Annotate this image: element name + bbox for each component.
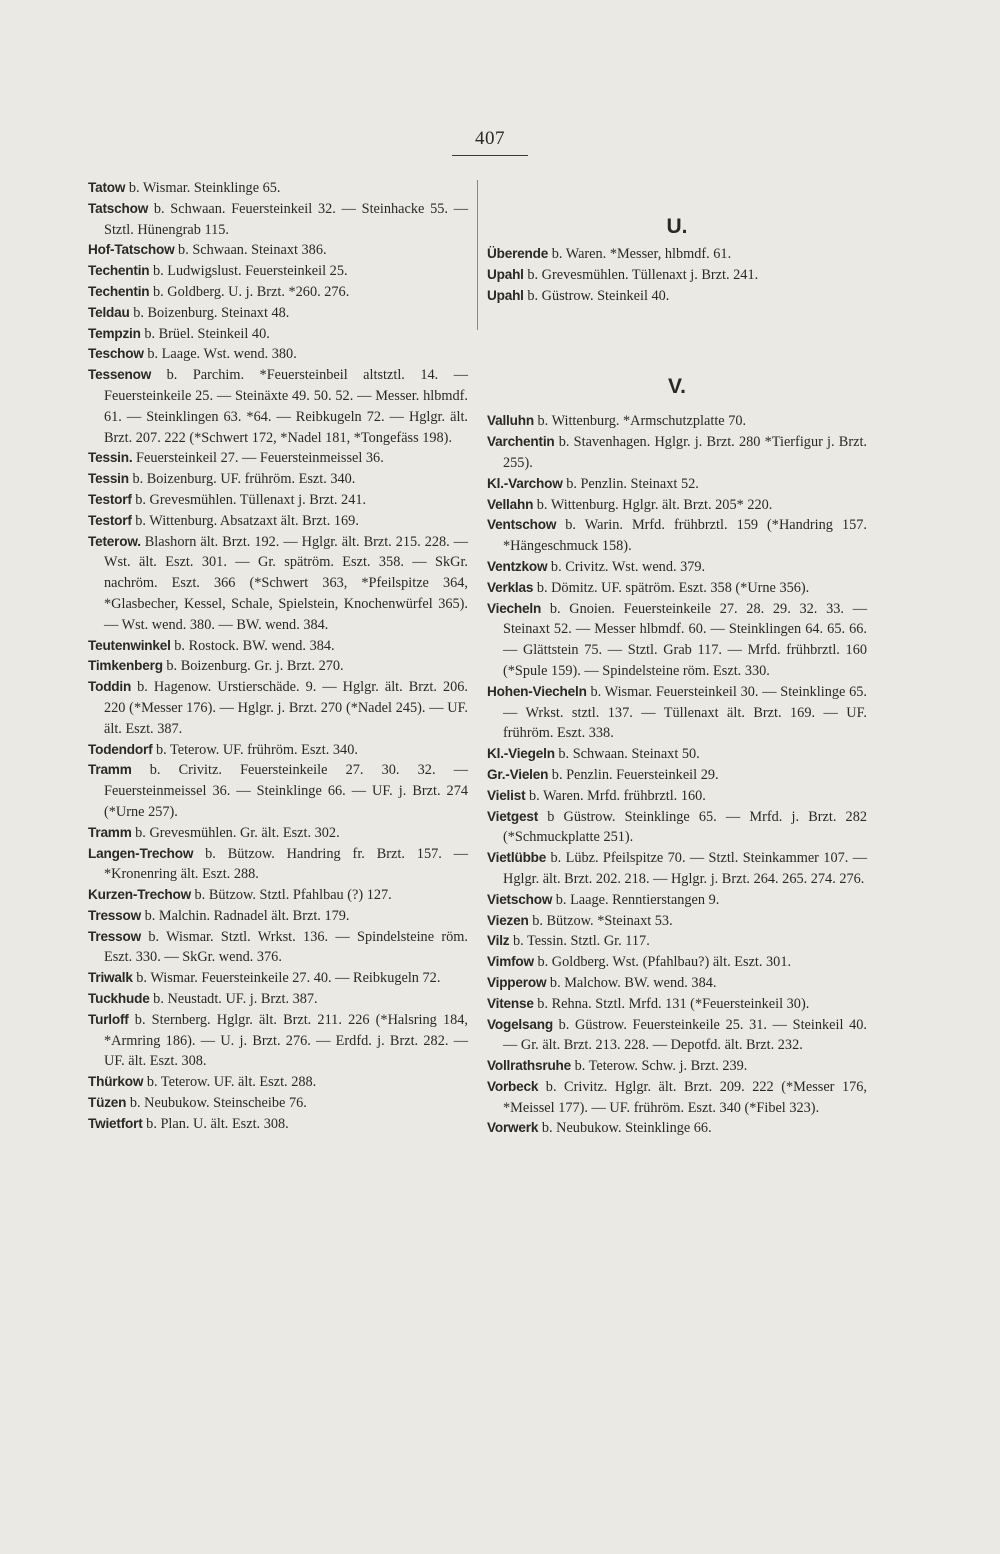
index-entry [487,1015,867,1057]
entry-headword: Gr.-Vielen [487,766,549,782]
entry-text: b. Bützow. Handring fr. Brzt. 157. — *Kronenring ält. Eszt. 288. [104,845,468,883]
entry-headword: Tramm [88,762,132,778]
entry-text: b. Schwaan. Steinaxt 386. [178,242,327,259]
index-entry [487,432,867,474]
entry-headword: Verklas [487,579,534,595]
index-entry [487,744,867,765]
index-entry [487,1056,867,1077]
entry-text: b. Bützow. Stztl. Pfahlbau (?) 127. [194,887,392,904]
index-entry [88,823,468,844]
entry-text: b. Wismar. Steinklinge 65. [128,180,281,196]
index-entry [88,365,468,448]
index-entry [487,1118,867,1139]
entry-text: b. Grevesmühlen. Gr. ält. Eszt. 302. [135,824,340,841]
right-column [487,210,867,1139]
entry-headword: Langen-Trechow [88,845,194,861]
entry-text: b. Teterow. Schw. j. Brzt. 239. [574,1058,748,1075]
entry-headword: Vitense [487,995,534,1011]
entry-text: b. Rehna. Stztl. Mrfd. 131 (*Feuersteinkeil 30). [537,995,810,1012]
index-entry [88,344,468,365]
entry-text: b. Wismar. Stztl. Wrkst. 136. — Spindelsteine röm. Eszt. 330. — SkGr. wend. 376. [104,928,468,966]
index-entry [487,515,867,557]
entry-text: b. Wismar. Feuersteinkeil 30. — Steinklinge 65. — Wrkst. stztl. 137. — Tüllenaxt ält. Brzt. 169. — UF. frühröm. Eszt. 338. [503,683,867,742]
entry-headword: Viecheln [487,600,542,616]
entry-headword: Tressow [88,928,142,944]
entry-text: b. Schwaan. Steinaxt 50. [558,746,700,763]
index-entry [487,765,867,786]
entry-text: b. Waren. Mrfd. frühbrztl. 160. [528,787,706,804]
index-entry [88,1010,468,1072]
entry-headword: Vielist [487,787,526,803]
entry-headword: Hohen-Viecheln [487,683,587,699]
column-divider [477,180,478,330]
entry-text: b. Wismar. Feuersteinkeile 27. 40. — Reibkugeln 72. [136,970,441,987]
entry-text: b. Wittenburg. Absatzaxt ält. Brzt. 169. [135,512,359,529]
entry-headword: Vollrathsruhe [487,1058,572,1074]
index-entry [487,557,867,578]
entry-text: b. Boizenburg. Steinaxt 48. [133,304,290,321]
entry-headword: Testorf [88,491,132,507]
entry-text: b. Brüel. Steinkeil 40. [144,325,270,342]
section-letter-u: U. [666,215,688,238]
section-letter-v: V. [668,375,686,399]
entry-text: Feuersteinkeil 27. — Feuersteinmeissel 36. [136,450,384,467]
index-entry [88,282,468,303]
index-entry [487,911,867,932]
entry-headword: Thürkow [88,1074,144,1090]
entry-headword: Überende [487,246,549,261]
entry-headword: Vorwerk [487,1120,539,1136]
index-entry [487,973,867,994]
entry-headword: Tessenow [88,367,152,383]
entry-text: b Güstrow. Steinklinge 65. — Mrfd. j. Brzt. 282 (*Schmuckplatte 251). [503,808,868,846]
entry-text: b. Crivitz. Wst. wend. 379. [550,558,706,575]
index-entry [88,490,468,511]
index-entry [88,303,468,324]
section-v-entries [487,411,867,1139]
entry-text: b. Ludwigslust. Feuersteinkeil 25. [152,263,348,280]
entry-headword: Tessin [88,471,129,487]
page-number: 407 [475,128,505,149]
index-entry [88,448,468,469]
entry-headword: Techentin [88,283,150,299]
entry-headword: Vipperow [487,974,547,990]
entry-headword: Ventschow [487,517,557,533]
entry-headword: Kl.-Viegeln [487,746,555,762]
entry-text: b. Plan. U. ält. Eszt. 308. [146,1115,289,1132]
index-entry [88,927,468,969]
entry-text: b. Güstrow. Feuersteinkeile 25. 31. — Steinkeil 40. — Gr. ält. Brzt. 213. 228. — Depotfd. ält. Brzt. 232. [503,1016,867,1054]
section-u-entries [487,244,867,306]
entry-headword: Vietlübbe [487,850,547,866]
entry-headword: Vietschow [487,891,553,907]
index-entry [487,578,867,599]
index-entry [88,511,468,532]
index-entry [88,469,468,490]
index-entry [487,952,867,973]
index-entry [487,599,867,682]
entry-text: b. Boizenburg. UF. frühröm. Eszt. 340. [132,471,356,488]
entry-headword: Varchentin [487,434,555,450]
entry-headword: Upahl [487,266,524,282]
index-entry [88,178,468,199]
entry-headword: Timkenberg [88,658,163,674]
index-entry [88,240,468,261]
entry-headword: Tatow [88,180,126,195]
entry-text: b. Crivitz. Feuersteinkeile 27. 30. 32. — Feuersteinmeissel 36. — Steinklinge 66. — UF. j. Brzt. 274 (*Urne 257). [104,762,468,820]
entry-headword: Vellahn [487,496,534,512]
index-entry [487,994,867,1015]
entry-text: b. Penzlin. Steinaxt 52. [566,475,699,492]
entry-headword: Upahl [487,287,524,303]
entry-headword: Turloff [88,1011,129,1027]
entry-text: b. Gnoien. Feuersteinkeile 27. 28. 29. 32. 33. — Steinaxt 52. — Messer hlbmdf. 60. — Steinklingen 64. 65. 66. — Glättstein 75. — Stztl. Grab 117. — Mrfd. frühbrztl. 160 (*Spule 159). — Spindelsteine röm. Eszt. 330. [503,600,867,679]
index-entry [88,760,468,822]
index-entry [487,495,867,516]
entry-text: b. Sternberg. Hglgr. ält. Brzt. 211. 226 (*Halsring 184, *Armring 186). — U. j. Brzt. 276. — Erdfd. j. Brzt. 282. — UF. ält. Eszt. 308. [104,1011,468,1070]
entry-headword: Kurzen-Trechow [88,887,191,903]
index-entry [88,532,468,636]
entry-text: b. Neubukow. Steinklinge 66. [541,1120,712,1137]
entry-text: b. Hagenow. Urstierschäde. 9. — Hglgr. ält. Brzt. 206. 220 (*Messer 176). — Hglgr. j. Brzt. 270 (*Nadel 245). — UF. ält. Eszt. 387. [104,679,469,737]
entry-text: b. Schwaan. Feuersteinkeil 32. — Steinhacke 55. — Stztl. Hünengrab 115. [104,200,468,238]
index-entry [88,677,468,739]
index-entry [88,968,468,989]
index-entry [88,1072,468,1093]
entry-headword: Tessin. [88,450,133,466]
entry-text: b. Waren. *Messer, hlbmdf. 61. [551,246,732,262]
index-entry [88,906,468,927]
entry-text: b. Malchin. Radnadel ält. Brzt. 179. [144,907,350,924]
entry-headword: Testorf [88,512,132,528]
entry-headword: Todendorf [88,741,153,757]
index-entry [487,474,867,495]
entry-text: b. Warin. Mrfd. frühbrztl. 159 (*Handring 157. *Hängeschmuck 158). [503,517,868,555]
index-entry [487,1077,867,1119]
entry-headword: Vilz [487,933,510,949]
entry-text: b. Rostock. BW. wend. 384. [174,637,335,654]
entry-headword: Vogelsang [487,1016,553,1032]
entry-text: b. Grevesmühlen. Tüllenaxt j. Brzt. 241. [527,266,759,283]
index-entry [487,286,867,307]
entry-headword: Techentin [88,263,150,279]
entry-text: b. Bützow. *Steinaxt 53. [532,912,673,929]
left-column [88,178,468,1135]
entry-headword: Kl.-Varchow [487,475,563,491]
entry-headword: Triwalk [88,970,133,986]
entry-headword: Twietfort [88,1115,143,1131]
entry-headword: Tuckhude [88,991,150,1007]
index-entry [88,656,468,677]
entry-headword: Teutenwinkel [88,637,171,653]
index-entry [487,682,867,744]
entry-headword: Toddin [88,679,132,695]
index-entry [88,1093,468,1114]
entry-headword: Hof-Tatschow [88,242,175,258]
entry-headword: Tressow [88,907,142,923]
entry-headword: Teschow [88,346,144,362]
entry-text: b. Parchim. *Feuersteinbeil altstztl. 14. — Feuersteinkeile 25. — Steinäxte 49. 50. 52. — Messer. hlbmdf. 61. — Steinklingen 63. *64. — Reibkugeln 72. — Hglgr. ält. Brzt. 207. 222 (*Schwert 172, *Nadel 181, *Tongefäss 198). [104,367,469,446]
entry-text: b. Goldberg. Wst. (Pfahlbau?) ält. Eszt. 301. [537,954,792,971]
entry-headword: Tempzin [88,325,141,341]
index-entry [487,265,867,286]
index-entry [88,324,468,345]
entry-text: b. Penzlin. Feuersteinkeil 29. [551,766,719,783]
index-entry [487,890,867,911]
index-entry [487,848,867,890]
index-entry [88,1114,468,1135]
index-entry [88,989,468,1010]
entry-text: b. Teterow. UF. ält. Eszt. 288. [146,1074,317,1091]
index-entry [487,807,867,849]
entry-headword: Valluhn [487,413,534,429]
entry-text: b. Wittenburg. *Armschutzplatte 70. [537,413,747,430]
entry-headword: Ventzkow [487,558,548,574]
entry-text: b. Lübz. Pfeilspitze 70. — Stztl. Steinkammer 107. — Hglgr. ält. Brzt. 202. 218. — Hglgr. j. Brzt. 264. 265. 274. 276. [503,850,867,887]
entry-text: Blashorn ält. Brzt. 192. — Hglgr. ält. Brzt. 215. 228. — Wst. ält. Eszt. 301. — Gr. spätröm. Eszt. 358. — SkGr. nachröm. Eszt. 366 (*Schwert 363, *Pfeilspitze 364, *Glasbecher, Kessel, Schale, Spielstein, Knochenwürfel 365). — Wst. wend. 380. — BW. wend. 384. [104,533,469,633]
index-entry [88,261,468,282]
entry-text: b. Laage. Wst. wend. 380. [147,346,297,363]
index-entry [487,786,867,807]
entry-text: b. Goldberg. U. j. Brzt. *260. 276. [152,283,350,300]
entry-headword: Tüzen [88,1095,127,1111]
index-entry [487,931,867,952]
index-entry [88,740,468,761]
index-entry [88,199,468,241]
entry-text: b. Boizenburg. Gr. j. Brzt. 270. [166,658,344,675]
entry-headword: Tramm [88,824,132,840]
entry-headword: Viezen [487,912,529,928]
page-number-rule [452,155,528,156]
index-entry [88,636,468,657]
index-entry [487,411,867,432]
entry-text: b. Grevesmühlen. Tüllenaxt j. Brzt. 241. [135,491,367,508]
entry-text: b. Teterow. UF. frühröm. Eszt. 340. [155,741,358,758]
entry-headword: Tatschow [88,200,149,216]
entry-text: b. Neubukow. Steinscheibe 76. [129,1095,307,1112]
entry-text: b. Stavenhagen. Hglgr. j. Brzt. 280 *Tierfigur j. Brzt. 255). [503,434,867,471]
index-entry [88,844,468,886]
entry-text: b. Neustadt. UF. j. Brzt. 387. [153,991,318,1008]
entry-headword: Teterow. [88,533,141,549]
entry-text: b. Güstrow. Steinkeil 40. [527,287,670,304]
index-entry [88,885,468,906]
entry-text: b. Malchow. BW. wend. 384. [549,974,717,991]
entry-text: b. Dömitz. UF. spätröm. Eszt. 358 (*Urne 356). [536,579,810,596]
entry-text: b. Tessin. Stztl. Gr. 117. [512,933,650,950]
entry-headword: Vimfow [487,954,534,970]
entry-text: b. Wittenburg. Hglgr. ält. Brzt. 205* 220. [536,496,773,513]
entry-text: b. Crivitz. Hglgr. ält. Brzt. 209. 222 (*Messer 176, *Meissel 177). — UF. frühröm. Eszt. 340 (*Fibel 323). [503,1078,867,1116]
entry-headword: Vietgest [487,808,539,824]
entry-headword: Teldau [88,304,130,320]
entry-headword: Vorbeck [487,1078,539,1094]
index-entry [487,244,867,265]
entry-text: b. Laage. Renntierstangen 9. [555,891,720,908]
